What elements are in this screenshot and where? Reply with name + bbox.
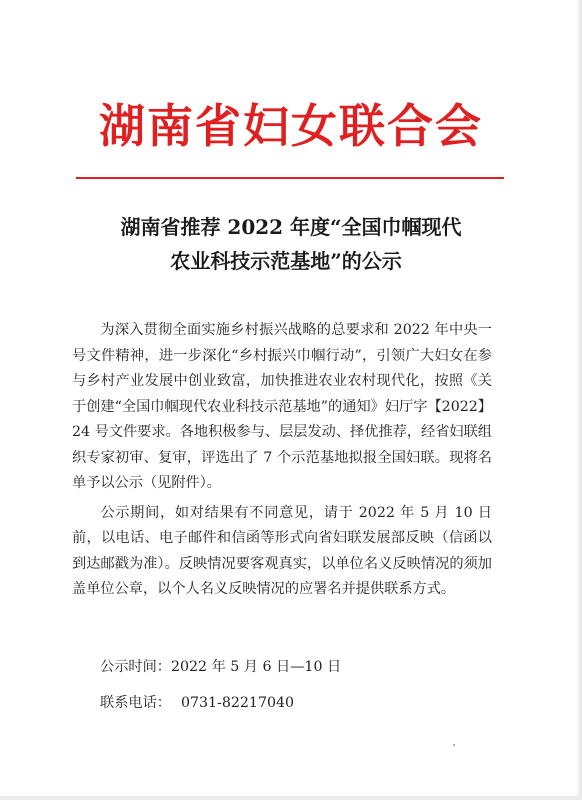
document-title-line1: 湖南省推荐 2022 年度“全国巾帼现代 — [120, 215, 462, 239]
publicity-period — [100, 656, 341, 676]
publicity-period-value: 2022 年 5 月 6 日—10 日 — [170, 659, 342, 675]
document-title — [0, 210, 582, 278]
contact-phone — [100, 692, 294, 712]
body-paragraph: 公示期间，如对结果有不同意见，请于 2022 年 5 月 10 日前，以电话、电子邮件和信函等形式向省妇联发展部反映（信函以到达邮戳为准）。反映情况要客观真实，以单位名义反映情况的须加盖单位公章，以个人名义反映情况的应署名并提供联系方式。 — [72, 504, 492, 597]
body-paragraph: 为深入贯彻全面实施乡村振兴战略的总要求和 2022 年中央一号文件精神，进一步深化“乡村振兴巾帼行动”，引领广大妇女在参与乡村产业发展中创业致富，加快推进农业农村现代化，按照《关于创建“全国巾帼现代农业科技示范基地”的通知》妇厅字【2022】24 号文件要求。各地积极参与、层层发动、择优推荐，经省妇联组织专家初审、复审，评选出了 7 个示范基地拟报全国妇联。现将名单予以公示（见附件）。 — [72, 322, 492, 491]
publicity-period-label: 公示时间： — [100, 659, 171, 675]
scan-bottom-edge — [0, 796, 582, 800]
masthead-org-name: 湖南省妇女联合会 — [99, 99, 483, 153]
contact-phone-label: 联系电话： — [100, 695, 171, 711]
document-title-line2: 农业科技示范基地”的公示 — [170, 249, 402, 273]
scan-speck — [453, 744, 455, 746]
document-body — [72, 318, 492, 603]
masthead-red-rule — [76, 177, 504, 179]
contact-phone-value: 0731-82217040 — [180, 695, 295, 711]
